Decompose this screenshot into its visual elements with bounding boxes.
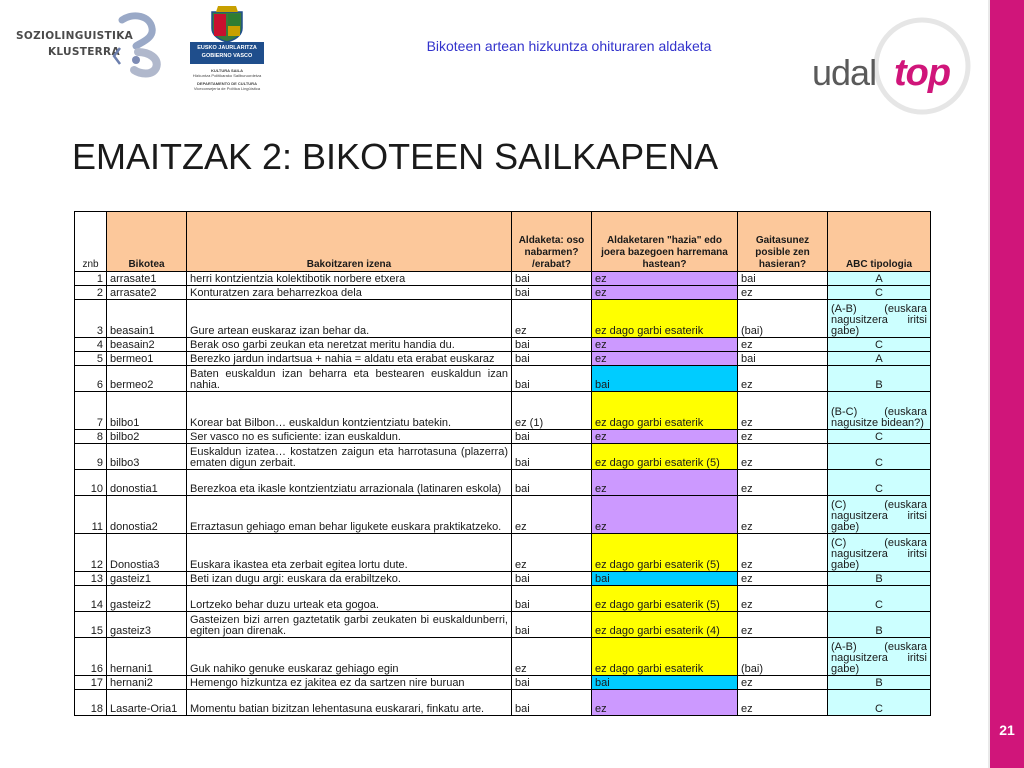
cell-gaitasun: ez xyxy=(738,586,828,612)
cell-bikotea: arrasate1 xyxy=(107,272,187,286)
cell-aldaketa: bai xyxy=(512,572,592,586)
cell-izena: Berak oso garbi zeukan eta neretzat meritu handia du. xyxy=(187,338,512,352)
cell-izena: Euskaldun izatea… kostatzen zaigun eta harrotasuna (plazerra) ematen digun zerbait. xyxy=(187,444,512,470)
cell-bikotea: beasain1 xyxy=(107,300,187,338)
header-gaitasun: Gaitasunez posible zen hasieran? xyxy=(738,212,828,272)
cell-bikotea: Lasarte-Oria1 xyxy=(107,690,187,716)
cell-znb: 17 xyxy=(75,676,107,690)
cell-abc: B xyxy=(828,612,931,638)
cell-aldaketa: bai xyxy=(512,444,592,470)
cell-abc: (A-B) (euskara nagusitzera iritsi gabe) xyxy=(828,638,931,676)
cell-aldaketa: ez xyxy=(512,496,592,534)
cell-hazia: ez xyxy=(592,430,738,444)
cell-znb: 13 xyxy=(75,572,107,586)
table-row xyxy=(75,676,931,690)
cell-bikotea: hernani2 xyxy=(107,676,187,690)
cell-izena: Konturatzen zara beharrezkoa dela xyxy=(187,286,512,300)
gov-dept-es: DEPARTAMENTO DE CULTURA xyxy=(197,81,257,86)
table-row xyxy=(75,392,931,430)
cell-aldaketa: bai xyxy=(512,470,592,496)
cell-hazia: ez dago garbi esaterik xyxy=(592,392,738,430)
cell-izena: Gure artean euskaraz izan behar da. xyxy=(187,300,512,338)
soziolinguistika-klusterra-logo xyxy=(14,12,174,78)
cell-aldaketa: bai xyxy=(512,430,592,444)
gov-name-box xyxy=(190,42,264,64)
cell-abc: C xyxy=(828,470,931,496)
logo-sk-line2: KLUSTERRA xyxy=(48,46,120,58)
cell-gaitasun: (bai) xyxy=(738,300,828,338)
cell-bikotea: donostia1 xyxy=(107,470,187,496)
cell-bikotea: bermeo2 xyxy=(107,366,187,392)
cell-aldaketa: bai xyxy=(512,338,592,352)
cell-znb: 6 xyxy=(75,366,107,392)
udaltop-logo-udal: udal xyxy=(812,52,877,93)
page-number: 21 xyxy=(999,722,1015,738)
table-row xyxy=(75,586,931,612)
cell-hazia: ez xyxy=(592,272,738,286)
cell-gaitasun: (bai) xyxy=(738,638,828,676)
cell-aldaketa: ez (1) xyxy=(512,392,592,430)
cell-aldaketa: ez xyxy=(512,638,592,676)
table-row xyxy=(75,338,931,352)
table-row xyxy=(75,612,931,638)
cell-bikotea: gasteiz3 xyxy=(107,612,187,638)
cell-bikotea: hernani1 xyxy=(107,638,187,676)
cell-hazia: ez dago garbi esaterik (4) xyxy=(592,612,738,638)
cell-bikotea: donostia2 xyxy=(107,496,187,534)
cell-bikotea: Donostia3 xyxy=(107,534,187,572)
cell-abc: C xyxy=(828,690,931,716)
cell-aldaketa: bai xyxy=(512,612,592,638)
cell-znb: 2 xyxy=(75,286,107,300)
header-aldaketa: Aldaketa: oso nabarmen? /erabat? xyxy=(512,212,592,272)
cell-hazia: bai xyxy=(592,366,738,392)
table-row xyxy=(75,430,931,444)
gov-subdept-es: Viceconsejería de Política Lingüística xyxy=(193,86,261,91)
cell-bikotea: bermeo1 xyxy=(107,352,187,366)
cell-hazia: bai xyxy=(592,572,738,586)
cell-znb: 3 xyxy=(75,300,107,338)
cell-abc: A xyxy=(828,272,931,286)
cell-znb: 8 xyxy=(75,430,107,444)
cell-znb: 10 xyxy=(75,470,107,496)
cell-abc: (C) (euskara nagusitzera iritsi gabe) xyxy=(828,534,931,572)
cell-gaitasun: ez xyxy=(738,392,828,430)
table-row xyxy=(75,444,931,470)
cell-abc: B xyxy=(828,676,931,690)
gov-subdept-eu: Hizkuntza Politikarako Sailburuordetza xyxy=(192,73,262,78)
cell-hazia: ez dago garbi esaterik (5) xyxy=(592,444,738,470)
cell-abc: A xyxy=(828,352,931,366)
cell-izena: Beti izan dugu argi: euskara da erabiltzeko. xyxy=(187,572,512,586)
page-title: EMAITZAK 2: BIKOTEEN SAILKAPENA xyxy=(72,136,719,177)
cell-izena: Baten euskaldun izan beharra eta bestearen euskaldun izan nahia. xyxy=(187,366,512,392)
cell-abc: B xyxy=(828,366,931,392)
cell-znb: 5 xyxy=(75,352,107,366)
cell-znb: 9 xyxy=(75,444,107,470)
gov-name-es: GOBIERNO VASCO xyxy=(201,53,253,59)
gov-name-eu: EUSKO JAURLARITZA xyxy=(197,45,257,51)
gov-dept-eu: KULTURA SAILA xyxy=(211,68,243,73)
cell-gaitasun: ez xyxy=(738,286,828,300)
cell-gaitasun: bai xyxy=(738,352,828,366)
cell-aldaketa: ez xyxy=(512,300,592,338)
cell-hazia: ez xyxy=(592,338,738,352)
cell-izena: Euskara ikastea eta zerbait egitea lortu dute. xyxy=(187,534,512,572)
table-row xyxy=(75,496,931,534)
cell-gaitasun: ez xyxy=(738,690,828,716)
cell-izena: Hemengo hizkuntza ez jakitea ez da sartzen nire buruan xyxy=(187,676,512,690)
side-stripe xyxy=(990,0,1024,768)
cell-izena: Berezko jardun indartsua + nahia = aldatu eta erabat euskaraz xyxy=(187,352,512,366)
header-abc: ABC tipologia xyxy=(828,212,931,272)
cell-gaitasun: ez xyxy=(738,444,828,470)
cell-izena: Gasteizen bizi arren gaztetatik garbi zeukaten bi euskaldunberri, egiten joan direnak. xyxy=(187,612,512,638)
cell-gaitasun: ez xyxy=(738,496,828,534)
cell-znb: 15 xyxy=(75,612,107,638)
cell-gaitasun: ez xyxy=(738,430,828,444)
cell-gaitasun: bai xyxy=(738,272,828,286)
cell-abc: (A-B) (euskara nagusitzera iritsi gabe) xyxy=(828,300,931,338)
cell-hazia: bai xyxy=(592,676,738,690)
table-row xyxy=(75,534,931,572)
cell-znb: 16 xyxy=(75,638,107,676)
cell-bikotea: bilbo1 xyxy=(107,392,187,430)
table-row xyxy=(75,286,931,300)
cell-abc: (C) (euskara nagusitzera iritsi gabe) xyxy=(828,496,931,534)
cell-abc: (B-C) (euskara nagusitze bidean?) xyxy=(828,392,931,430)
cell-izena: herri kontzientzia kolektibotik norbere etxera xyxy=(187,272,512,286)
header-znb: znb xyxy=(75,212,107,272)
cell-hazia: ez dago garbi esaterik (5) xyxy=(592,586,738,612)
cell-abc: C xyxy=(828,444,931,470)
cell-izena: Guk nahiko genuke euskaraz gehiago egin xyxy=(187,638,512,676)
cell-gaitasun: ez xyxy=(738,338,828,352)
table-row xyxy=(75,300,931,338)
cell-znb: 14 xyxy=(75,586,107,612)
logo-sk-line1: SOZIOLINGUISTIKA xyxy=(16,30,134,42)
cell-bikotea: bilbo2 xyxy=(107,430,187,444)
udaltop-logo xyxy=(808,14,978,118)
table-row xyxy=(75,638,931,676)
table-body xyxy=(75,272,931,716)
table-row xyxy=(75,690,931,716)
cell-aldaketa: bai xyxy=(512,366,592,392)
header-bikotea: Bikotea xyxy=(107,212,187,272)
cell-bikotea: beasain2 xyxy=(107,338,187,352)
cell-gaitasun: ez xyxy=(738,572,828,586)
header-hazia: Aldaketaren "hazia" edo joera bazegoen harremana hastean? xyxy=(592,212,738,272)
cell-abc: B xyxy=(828,572,931,586)
cell-aldaketa: bai xyxy=(512,690,592,716)
cell-bikotea: gasteiz1 xyxy=(107,572,187,586)
coat-of-arms-icon xyxy=(208,6,246,42)
cell-izena: Berezkoa eta ikasle kontzientziatu arrazionala (latinaren eskola) xyxy=(187,470,512,496)
cell-znb: 18 xyxy=(75,690,107,716)
cell-aldaketa: ez xyxy=(512,534,592,572)
cell-abc: C xyxy=(828,338,931,352)
table-header-row xyxy=(75,212,931,272)
cell-aldaketa: bai xyxy=(512,352,592,366)
cell-izena: Erraztasun gehiago eman behar ligukete euskara praktikatzeko. xyxy=(187,496,512,534)
results-table xyxy=(74,211,931,716)
table-row xyxy=(75,352,931,366)
cell-gaitasun: ez xyxy=(738,366,828,392)
cell-hazia: ez xyxy=(592,470,738,496)
cell-hazia: ez xyxy=(592,496,738,534)
cell-bikotea: gasteiz2 xyxy=(107,586,187,612)
cell-gaitasun: ez xyxy=(738,612,828,638)
udaltop-logo-top: top xyxy=(894,52,951,94)
table-row xyxy=(75,470,931,496)
cell-izena: Lortzeko behar duzu urteak eta gogoa. xyxy=(187,586,512,612)
cell-abc: C xyxy=(828,286,931,300)
cell-abc: C xyxy=(828,430,931,444)
cell-bikotea: bilbo3 xyxy=(107,444,187,470)
cell-hazia: ez dago garbi esaterik (5) xyxy=(592,534,738,572)
cell-izena: Korear bat Bilbon… euskaldun kontzientziatu batekin. xyxy=(187,392,512,430)
table-row xyxy=(75,572,931,586)
cell-gaitasun: ez xyxy=(738,534,828,572)
cell-hazia: ez dago garbi esaterik xyxy=(592,300,738,338)
cell-aldaketa: bai xyxy=(512,286,592,300)
cell-gaitasun: ez xyxy=(738,676,828,690)
sk-logo-mark-icon xyxy=(112,12,168,78)
cell-znb: 4 xyxy=(75,338,107,352)
cell-izena: Momentu batian bizitzan lehentasuna euskarari, finkatu arte. xyxy=(187,690,512,716)
table-row xyxy=(75,272,931,286)
cell-aldaketa: bai xyxy=(512,586,592,612)
cell-znb: 1 xyxy=(75,272,107,286)
cell-znb: 11 xyxy=(75,496,107,534)
cell-hazia: ez xyxy=(592,690,738,716)
cell-abc: C xyxy=(828,586,931,612)
cell-hazia: ez dago garbi esaterik xyxy=(592,638,738,676)
header-izena: Bakoitzaren izena xyxy=(187,212,512,272)
cell-znb: 12 xyxy=(75,534,107,572)
eusko-jaurlaritza-logo xyxy=(190,6,270,98)
cell-gaitasun: ez xyxy=(738,470,828,496)
cell-hazia: ez xyxy=(592,286,738,300)
cell-hazia: ez xyxy=(592,352,738,366)
cell-aldaketa: bai xyxy=(512,272,592,286)
cell-aldaketa: bai xyxy=(512,676,592,690)
cell-bikotea: arrasate2 xyxy=(107,286,187,300)
cell-znb: 7 xyxy=(75,392,107,430)
table-row xyxy=(75,366,931,392)
cell-izena: Ser vasco no es suficiente: izan euskaldun. xyxy=(187,430,512,444)
header-title: Bikoteen artean hizkuntza ohituraren aldaketa xyxy=(426,38,712,54)
